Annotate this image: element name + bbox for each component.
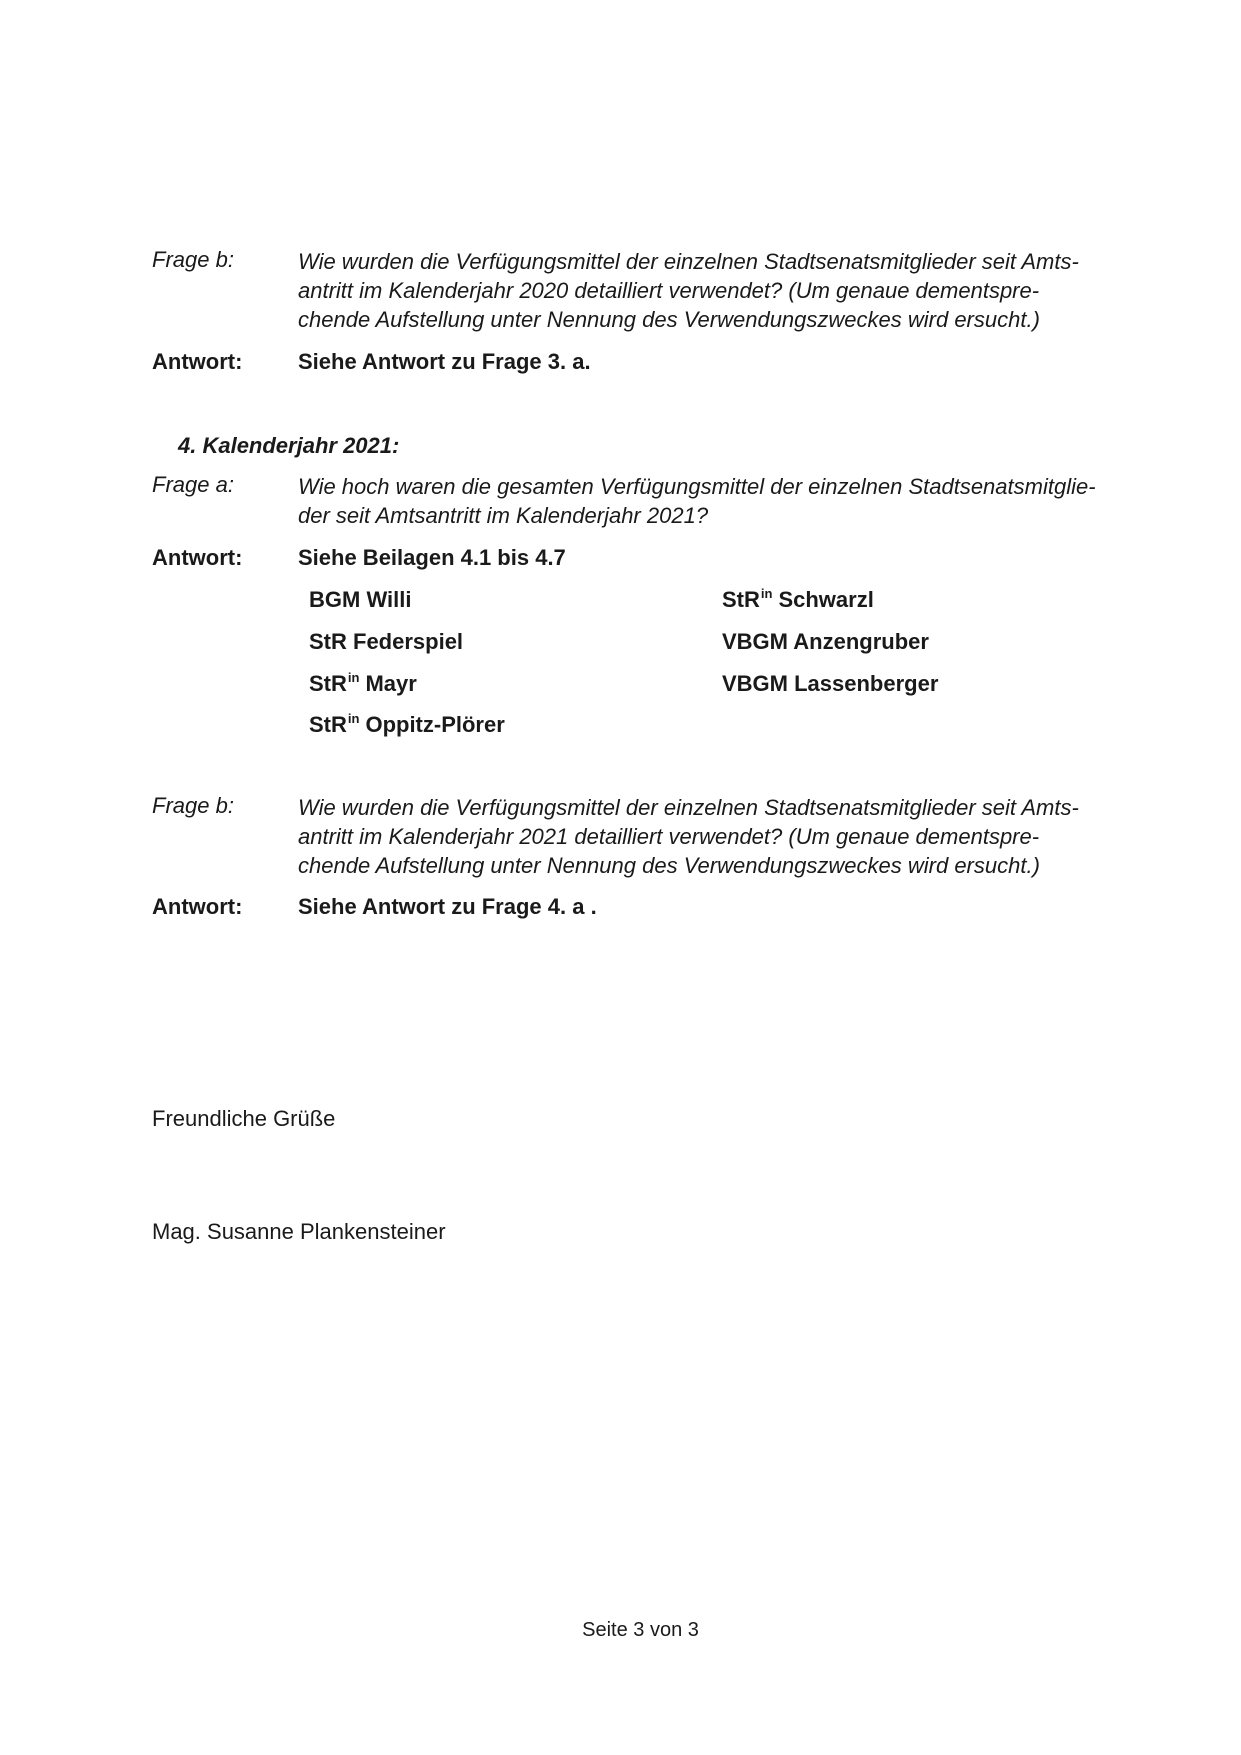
member-prefix: StR Federspiel xyxy=(309,629,464,654)
question-label: Frage b: xyxy=(152,793,234,818)
answer-3b xyxy=(152,347,1132,376)
answer-4b xyxy=(152,892,1132,921)
member-prefix: StR xyxy=(309,712,347,737)
member-item xyxy=(309,627,463,656)
question-text xyxy=(298,247,1132,334)
question-line: chende Aufstellung unter Nennung des Verwendungszweckes wird ersucht.) xyxy=(298,307,1040,332)
member-prefix: StR xyxy=(309,671,347,696)
question-line: Wie wurden die Verfügungsmittel der einzelnen Stadtsenatsmitglieder seit Amts- xyxy=(298,795,1079,820)
member-prefix: VBGM Lassenberger xyxy=(722,671,939,696)
answer-label: Antwort: xyxy=(152,349,243,374)
question-4b xyxy=(152,793,1132,880)
answer-text: Siehe Antwort zu Frage 4. a . xyxy=(298,894,597,919)
question-line: antritt im Kalenderjahr 2021 detailliert verwendet? (Um genaue dementspre- xyxy=(298,824,1040,849)
question-text xyxy=(298,793,1132,880)
question-line: Wie hoch waren die gesamten Verfügungsmittel der einzelnen Stadtsenatsmitglie- xyxy=(298,474,1096,499)
answer-text: Siehe Beilagen 4.1 bis 4.7 xyxy=(298,545,566,570)
question-line: Wie wurden die Verfügungsmittel der einzelnen Stadtsenatsmitglieder seit Amts- xyxy=(298,249,1079,274)
signature-name: Mag. Susanne Plankensteiner xyxy=(152,1219,446,1244)
answer-label: Antwort: xyxy=(152,545,243,570)
member-item xyxy=(309,585,411,614)
question-text xyxy=(298,472,1132,530)
member-name: Oppitz-Plörer xyxy=(365,712,505,737)
member-prefix: VBGM Anzengruber xyxy=(722,629,929,654)
question-label: Frage b: xyxy=(152,247,234,272)
answer-text: Siehe Antwort zu Frage 3. a. xyxy=(298,349,591,374)
member-name: Mayr xyxy=(365,671,417,696)
member-item xyxy=(722,585,874,617)
page-number: Seite 3 von 3 xyxy=(582,1619,699,1641)
member-item xyxy=(722,627,929,656)
member-item xyxy=(722,669,938,698)
member-superscript: in xyxy=(760,586,773,601)
member-superscript: in xyxy=(347,670,360,685)
answer-4a xyxy=(152,543,1132,572)
member-prefix: StR xyxy=(722,587,760,612)
answer-label: Antwort: xyxy=(152,894,243,919)
question-line: antritt im Kalenderjahr 2020 detailliert verwendet? (Um genaue dementspre- xyxy=(298,278,1040,303)
member-item xyxy=(309,710,505,742)
question-line: der seit Amtsantritt im Kalenderjahr 2021? xyxy=(298,503,709,528)
question-line: chende Aufstellung unter Nennung des Verwendungszweckes wird ersucht.) xyxy=(298,853,1040,878)
member-list xyxy=(309,585,1109,745)
greeting: Freundliche Grüße xyxy=(152,1106,336,1131)
member-prefix: BGM Willi xyxy=(309,587,412,612)
member-superscript: in xyxy=(347,711,360,726)
question-4a xyxy=(152,472,1132,530)
member-item xyxy=(309,669,417,701)
question-3b xyxy=(152,247,1132,334)
section-heading: 4. Kalenderjahr 2021: xyxy=(178,433,400,458)
member-name: Schwarzl xyxy=(778,587,874,612)
question-label: Frage a: xyxy=(152,472,234,497)
